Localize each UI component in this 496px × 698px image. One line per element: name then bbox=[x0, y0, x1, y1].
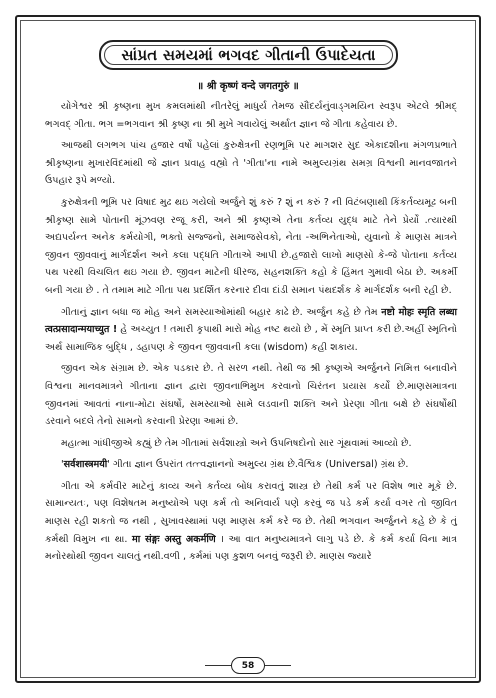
paragraph-7-quote-open: ' bbox=[61, 459, 64, 471]
sanskrit-quote-smriti: नष्टो मोहः स्मृति लब्धा त्वत्प्रसादान्मयाच्युत ! bbox=[45, 306, 457, 336]
paragraph-3: કુરુક્ષેત્રની ભૂમિ પર વિષાદ મુઢ થઇ ગયેલો અર્જુને શું કરું ? શું ન કરું ? ની વિટંબણાથી કિંકર્તવ્યમૂઢ બની શ્રીકૃષ્ણ સામે પોતાની મૂંઝવણ રજૂ કરી, અને શ્રી કૃષ્ણએ તેના કર્તવ્ય યુદ્ધ માટે તેને પ્રેર્યો .ત્યારથી અદ્યપર્યન્ત અનેક કર્મયોગી, ભક્તો સજ્જનો, સમાજસેવકો, નેતા -અભિનેતાઓ, યુવાનો કે માણસ માત્રને જીવન જીવવાનું માર્ગદર્શન અને કલા પદ્ધતિ ગીતાએ આપી છે.હજારો લાખો માણસો કે-જે પોતાના કર્તવ્ય પથ પરથી વિચલિત થઇ ગયા છે. જીવન માટેની ધીરજ, સહનશક્તિ કહો કે હિંમત ગુમાવી બેઠા છે. અકર્મી બની ગયા છે . તે તમામ માટે ગીતા પથ પ્રદર્શિત કરનાર દીવા દાંડી સમાન પંથદર્શક કે માર્ગદર્શક બની રહી છે. bbox=[45, 196, 457, 296]
paragraph-4-text-end: હે અચ્યુત ! તમારી કૃપાથી મારો મોહ નષ્ટ થયો છે , મેં સ્મૃતિ પ્રાપ્ત કરી છે.અહીં સ્મૃતિનો અર્થ સામાજિક બુદ્ધિ , ડહાપણ કે જીવન જીવવાની કલા (wisdom) કહી શકાય. bbox=[45, 324, 457, 353]
page-number-rule-right bbox=[265, 665, 291, 666]
paragraph-2: આજથી લગભગ પાંચ હજાર વર્ષો પહેલાં કુરુક્ષેત્રની રણભૂમિ પર માગશર સુદ એકાદશીના મંગળપ્રભાતે શ્રીકૃષ્ણના મુખારવિંદમાંથી જે જ્ઞાન પ્રવાહ વહ્યો તે 'ગીતા'ના નામે અમુલ્યગ્રંથ સમગ્ર વિશ્વની માનવજાતને ઉપહાર રૂપે મળ્યો. bbox=[45, 140, 457, 187]
paragraph-5: જીવન એક સંગ્રામ છે. એક પડકાર છે. તે સરળ નથી. તેથી જ શ્રી કૃષ્ણએ અર્જુનને નિમિત્ત બનાવીને વિશ્વના માનવમાત્રને ગીતાના જ્ઞાન દ્વારા જીવનાભિમુખ કરવાનો ચિરંતન પ્રયાસ કર્યો છે.માણસમાત્રના જીવનમાં આવતાં નાના-મોટા સંઘર્ષો, સમસ્યાઓ સામે લડવાની શક્તિ અને પ્રેરણા ગીતા બક્ષે છે સંઘર્ષોથી ડરવાને બદલે તેનો સામનો કરવાની પ્રેરણા આમાં છે. bbox=[45, 363, 457, 428]
paragraph-4 bbox=[45, 304, 457, 357]
paragraph-8 bbox=[45, 478, 457, 566]
paragraph-1: યોગેશ્વર શ્રી કૃષ્ણના મુખ કમલમાંથી નીતરેલું માધુર્ય તેમજ સૌંદર્યનુંવાડ્ગમયિન સ્વરૂપ એટલે શ્રીમદ્ ભગવદ્ ગીતા. ભગ =ભગવાન શ્રી કૃષ્ણ ના શ્રી મુખે ગવાયેલું અર્થાત જ્ઞાન જે ગીતા કહેવાય છે. bbox=[45, 101, 457, 130]
page-title: સાંપ્રત સમયમાં ભગવદ ગીતાની ઉપાદેયતા bbox=[121, 46, 376, 64]
invocation-verse: ॥ श्री कृष्णं वन्दे जगतगुरुं ॥ bbox=[197, 81, 299, 92]
title-box bbox=[99, 40, 398, 70]
paragraph-8-text-end: । આ વાત મનુષ્યમાત્રને લાગુ પડે છે. કે કર્મ કર્યા વિના માત્ર મનોરથોથી જીવન ચાલતું નથી.વળી , કર્મમાં પણ કુશળ બનવું જરૂરી છે. માણસ જ્યારે bbox=[45, 533, 457, 563]
article-body bbox=[45, 98, 457, 570]
paragraph-8-text: ગીતા એ કર્મવીર માટેનું કાવ્ય અને કર્તવ્ય બોધ કરાવતું શાસ્ત્ર છે તેથી કર્મ પર વિશેષ ભાર મૂકે છે. સામાન્યતઃ, પણ વિશેષતમ મનુષ્યોએ પણ કર્મ તો અનિવાર્ય પણે કરવું જ પડે કર્મ કર્યા વગર તો જીવિત માણસ રહી શકતો જ નથી , સુખાવસ્થામાં પણ માણસ કર્મ કરે જ છે. તેથી ભગવાન અર્જુનને કહે છે કે તું કર્મથી વિમુખ ના થા. bbox=[45, 480, 457, 545]
page-number-rule-left bbox=[205, 665, 231, 666]
paragraph-4-text: ગીતાનું જ્ઞાન બધા જ મોહ અને સમસ્યાઓમાંથી બહાર કાઢે છે. અર્જુન કહે છે તેમ bbox=[61, 306, 382, 318]
sanskrit-quote-akarmani: मा संङ्गः अस्तु अकर्मणि bbox=[132, 533, 216, 545]
paragraph-6: મહાત્મા ગાંધીજીએ કહ્યું છે તેમ ગીતામાં સર્વશાસ્ત્રો અને ઉપનિષદોનો સાર ગૂંથવામાં આવ્યો છે. bbox=[61, 437, 412, 449]
paragraph-7-text: ' ગીતા જ્ઞાન ઉપરાંત તત્ત્વજ્ઞાનનો અમુલ્ય ગ્રંથ છે.વૈશ્વિક (Universal) ગ્રંથ છે. bbox=[107, 459, 409, 471]
page-number: 58 bbox=[231, 657, 265, 674]
paragraph-7 bbox=[45, 456, 457, 474]
sanskrit-term-sarvashastramayi: सर्वशास्त्रमयी bbox=[63, 459, 108, 471]
